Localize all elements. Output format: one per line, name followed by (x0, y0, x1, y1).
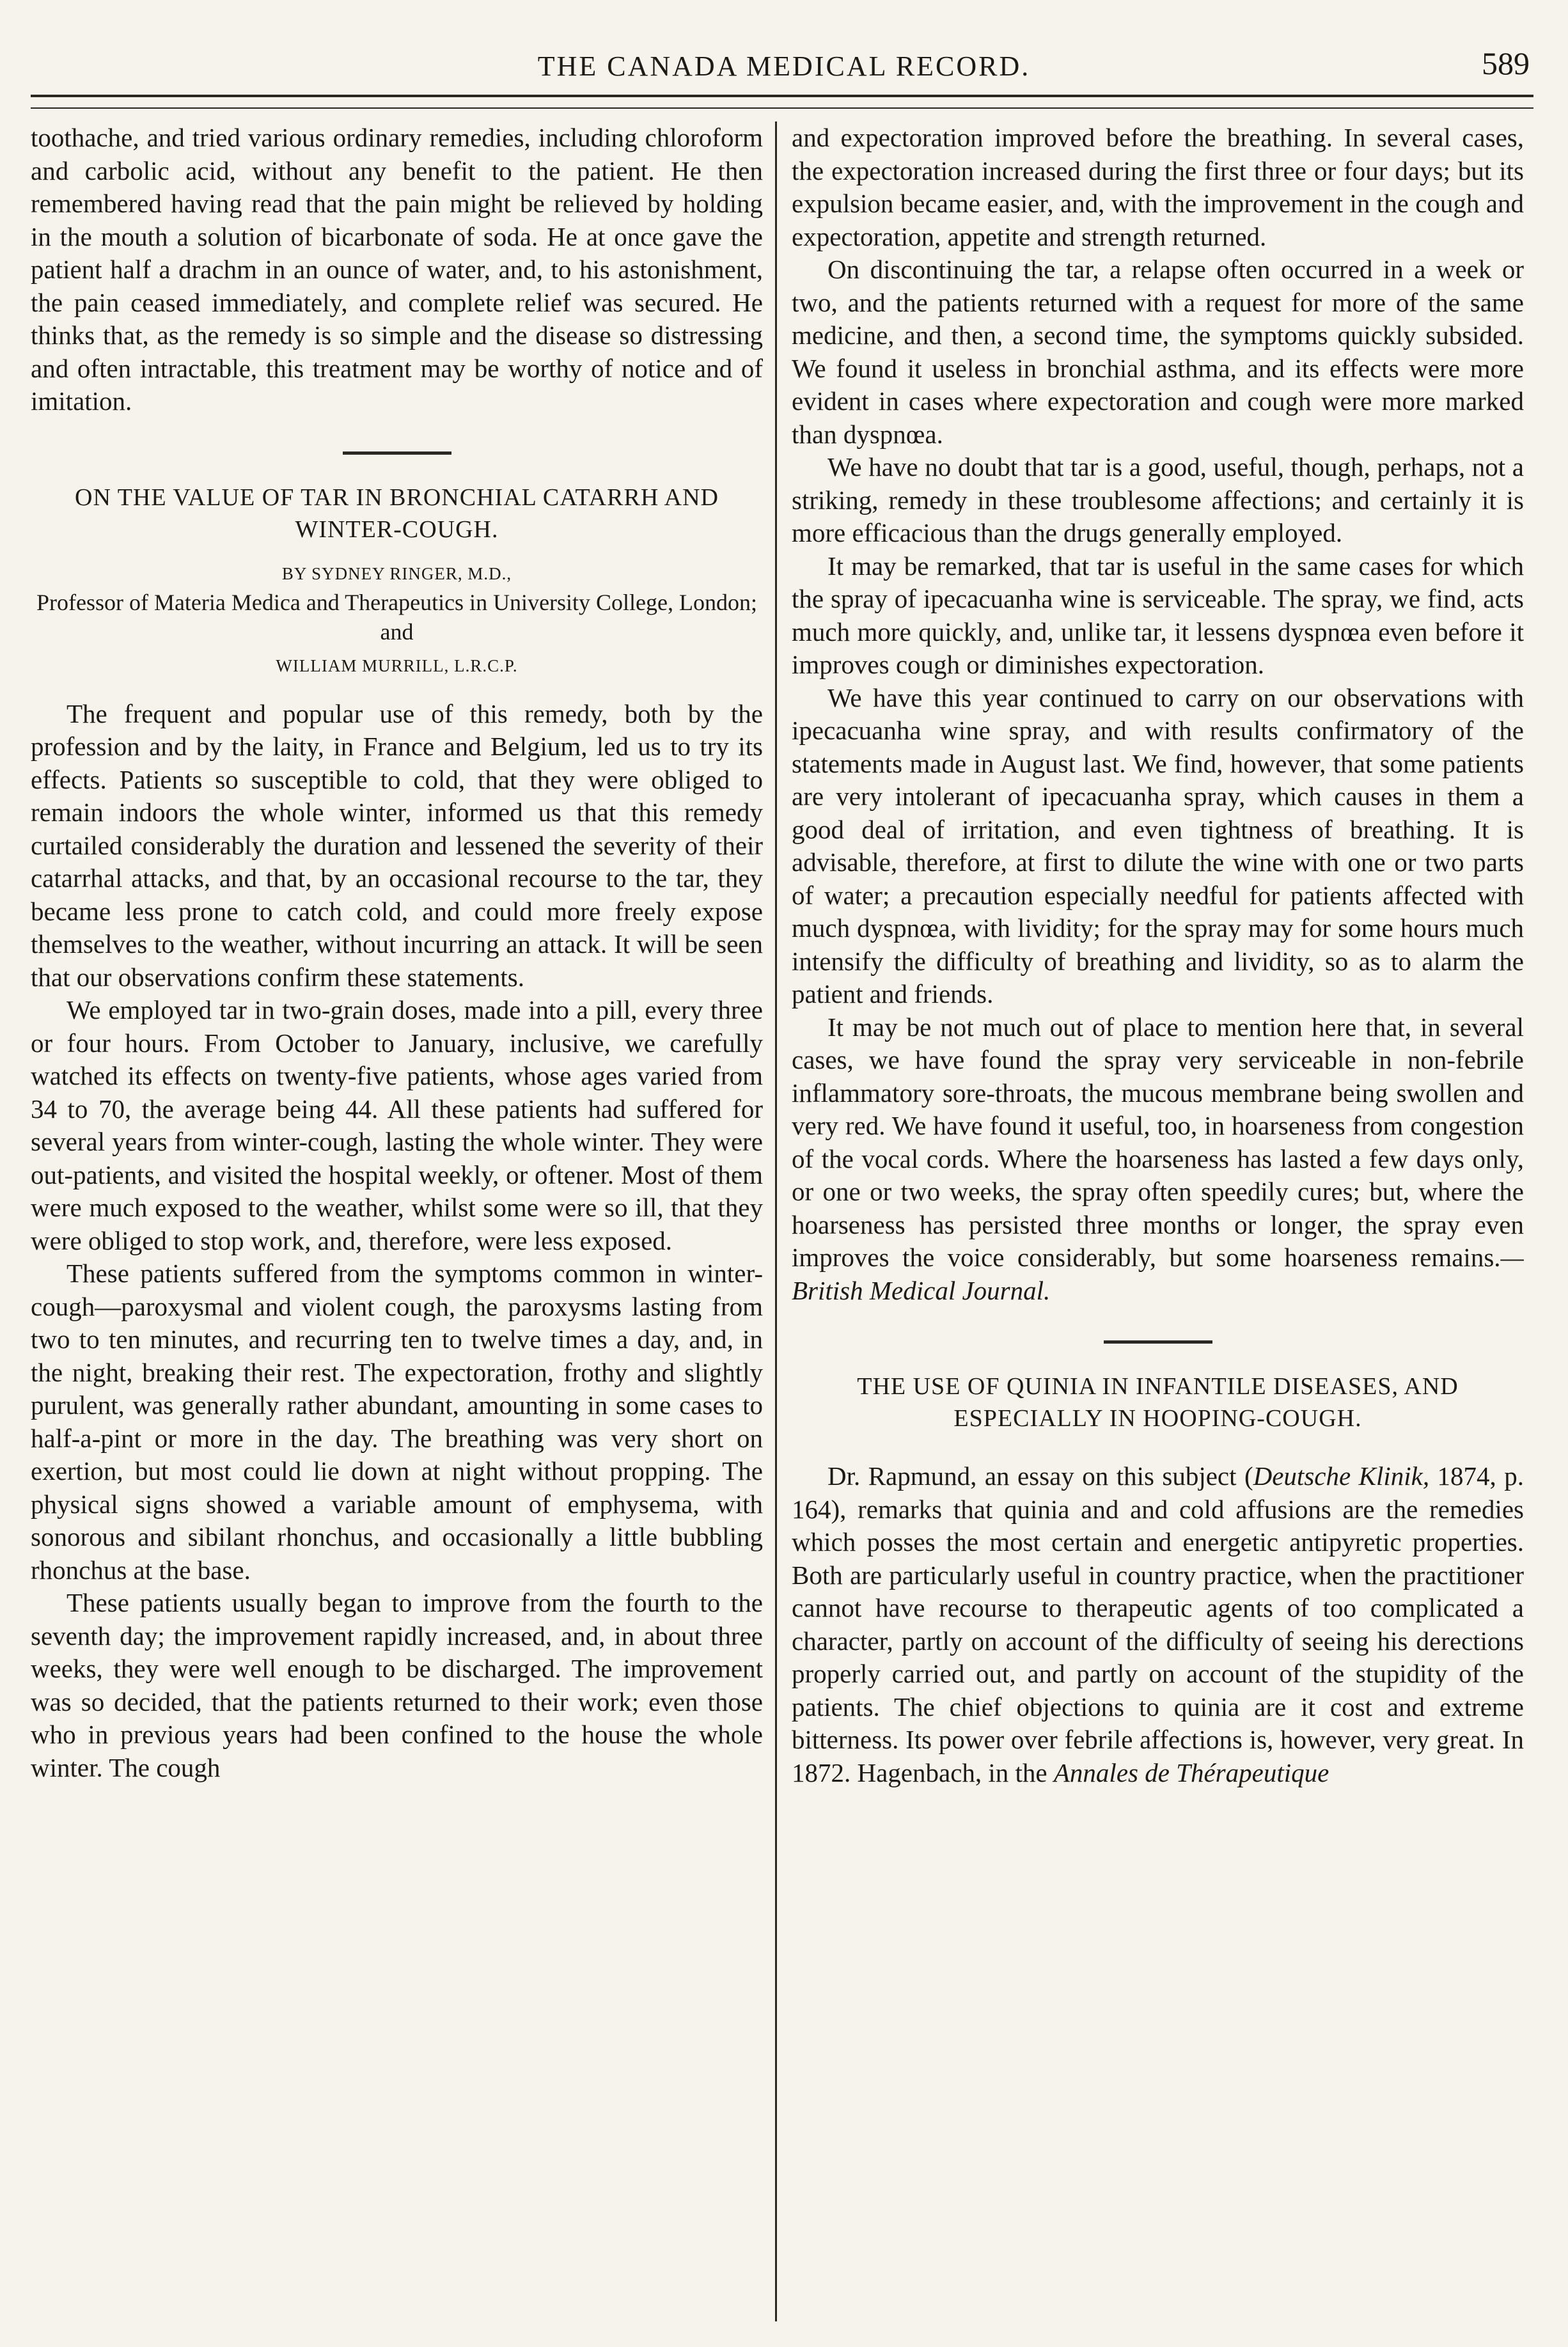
paragraph: We have this year continued to carry on our observations with ipecacuanha wine spray, and with results confirmatory of the statements made in August last. We find, however, that some patients are very intolerant of ipecacuanha spray, which causes in them a good deal of irritation, and even tightness of breathing. It is advisable, therefore, at first to dilute the wine with one or two parts of water; a precaution especially needful for patients affected with much dyspnœa, with lividity; for the spray may for some hours much intensify the difficulty of breathing and lividity, so as to alarm the patient and friends. (792, 682, 1524, 1009)
paragraph-text: Dr. Rapmund, an essay on this subject ( (827, 1461, 1253, 1491)
journal-name: Annales de Thérapeutique (1053, 1757, 1329, 1787)
paragraph: and expectoration improved before the breathing. In several cases, the expectoration increased during the first three or four days; but its expulsion became easier, and, with the improvement in the cough and expectoration, appetite and strength returned. (792, 123, 1524, 251)
article-title: ON THE VALUE OF TAR IN BRONCHIAL CATARRH AND WINTER-COUGH. (75, 483, 719, 543)
paragraph-text: 1874, p. 164), remarks that quinia and and cold affusions are the remedies which posses the most certain and energetic antipyretic properties. Both are particularly useful in country practice, when the practitioner cannot have recourse to therapeutic agents of too complicated a character, partly on account of the difficulty of seeing his derections properly carried out, and partly on account of the stupidity of the patients. The chief objections to quinia are it cost and extreme bitterness. Its power over febrile affections is, however, very great. In 1872. Hagenbach, in the (792, 1461, 1524, 1787)
running-title: THE CANADA MEDICAL RECORD. (537, 51, 1031, 82)
author-affiliation: Professor of Materia Medica and Therapeutics in University College, London; and (36, 589, 758, 645)
paragraph (792, 1011, 1524, 1308)
paragraph (792, 1460, 1524, 1789)
right-column (792, 122, 1524, 2321)
paragraph: These patients usually began to improve from the fourth to the seventh day; the improvement rapidly increased, and, in about three weeks, they were well enough to be discharged. The improvement was so decided, that the patients returned to their work; even those who in previous years had been confined to the house the whole winter. The cough (31, 1588, 763, 1782)
column-divider (775, 122, 777, 2321)
section-divider (1104, 1340, 1212, 1344)
source-citation: —British Medical Journal. (792, 1243, 1524, 1305)
page-number: 589 (1482, 45, 1530, 81)
paragraph: toothache, and tried various ordinary remedies, including chloroform and carbolic acid, without any benefit to the patient. He then remembered having read that the pain might be relieved by holding in the mouth a solution of bicarbonate of soda. He at once gave the patient half a drachm in an ounce of water, and, to his astonishment, the pain ceased immediately, and complete relief was secured. He thinks that, as the remedy is so simple and the disease so distressing and often intractable, this treatment may be worthy of notice and of imitation. (31, 123, 763, 416)
article-title: THE USE OF QUINIA IN INFANTILE DISEASES, AND ESPECIALLY IN HOOPING-COUGH. (857, 1373, 1459, 1432)
paragraph: These patients suffered from the symptoms common in winter-cough—paroxysmal and violent cough, the paroxysms lasting from two to ten minutes, and recurring ten to twelve times a day, and, in the night, breaking their rest. The expectoration, frothy and slightly purulent, was generally rather abundant, amounting in some cases to half-a-pint or more in the day. The breathing was very short on exertion, but most could lie down at night without propping. The physical signs showed a variable amount of emphysema, with sonorous and sibilant rhonchus, and occasionally a little bubbling rhonchus at the base. (31, 1259, 763, 1585)
paragraph: The frequent and popular use of this remedy, both by the profession and by the laity, in France and Belgium, led us to try its effects. Patients so susceptible to cold, that they were obliged to remain indoors the whole winter, informed us that this remedy curtailed considerably the duration and lessened the severity of their catarrhal attacks, and that, by an occasional recourse to the tar, they became less prone to catch cold, and could more freely expose themselves to the weather, without incurring an attack. It will be seen that our observations confirm these statements. (31, 698, 763, 992)
author-byline: BY SYDNEY RINGER, M.D., (281, 563, 512, 583)
author-byline: WILLIAM MURRILL, L.R.C.P. (276, 655, 518, 675)
paragraph-text: It may be not much out of place to mention here that, in several cases, we have found the spray very serviceable in non-febrile inflammatory sore-throats, the mucous membrane being swollen and very red. We have found it useful, too, in hoarseness from congestion of the vocal cords. Where the hoarseness has lasted a few days only, or one or two weeks, the spray often speedily cures; but, where the hoarseness has persisted three months or longer, the spray even improves the voice considerably, but some hoarseness remains. (792, 1012, 1524, 1272)
header-rule (31, 95, 1533, 97)
left-column (31, 122, 763, 2321)
spacer (792, 1434, 1524, 1460)
page-header (0, 0, 1568, 96)
paragraph: On discontinuing the tar, a relapse often occurred in a week or two, and the patients returned with a request for more of the same medicine, and then, a second time, the symptoms quickly subsided. We found it useless in bronchial asthma, and its effects were more evident in cases where expectoration and cough were more marked than dyspnœa. (792, 255, 1524, 449)
section-divider (343, 451, 451, 455)
paragraph: We employed tar in two-grain doses, made into a pill, every three or four hours. From October to January, inclusive, we carefully watched its effects on twenty-five patients, whose ages varied from 34 to 70, the average being 44. All these patients had suffered for several years from winter-cough, lasting the whole winter. They were out-patients, and visited the hospital weekly, or oftener. Most of them were much exposed to the weather, whilst some were so ill, that they were obliged to stop work, and, therefore, were less exposed. (31, 995, 763, 1255)
journal-name: Deutsche Klinik, (1253, 1461, 1430, 1491)
header-rule-thin (31, 107, 1533, 109)
paragraph: It may be remarked, that tar is useful in the same cases for which the spray of ipecacuanha wine is serviceable. The spray, we find, acts much more quickly, and, unlike tar, it lessens dyspnœa even before it improves cough or diminishes expectoration. (792, 551, 1524, 679)
paragraph: We have no doubt that tar is a good, useful, though, perhaps, not a striking, remedy in these troublesome affections; and certainly it is more efficacious than the drugs generally employed. (792, 452, 1524, 547)
